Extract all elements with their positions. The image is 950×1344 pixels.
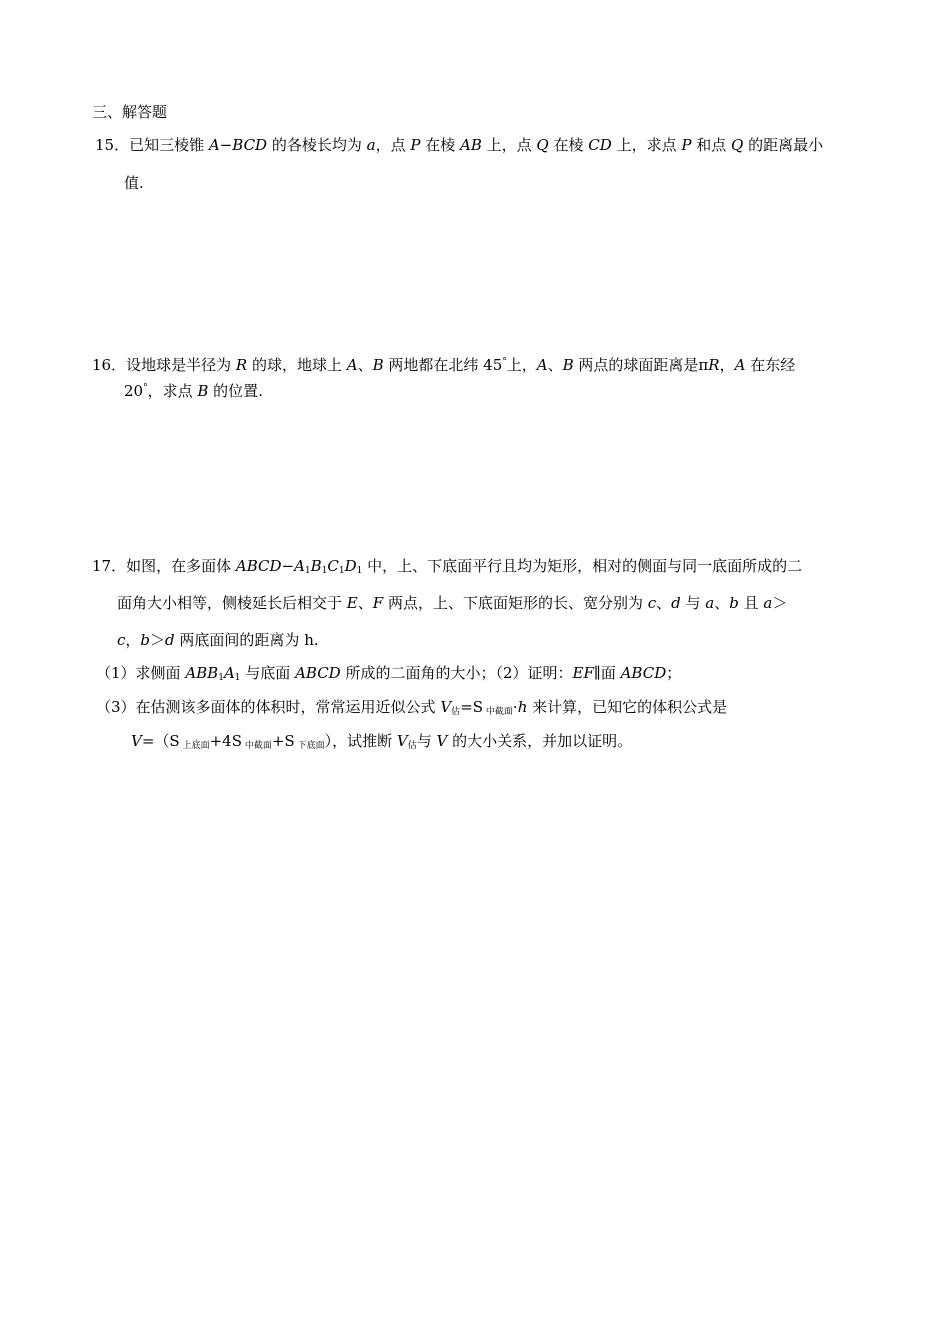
text: 中，上、下底面平行且均为矩形，相对的侧面与同一底面所成的二 [362, 557, 803, 575]
degree-sign: ° [143, 383, 148, 393]
math-var: b [729, 594, 739, 612]
text: 设地球是半径为 [126, 356, 236, 374]
text: 、 [656, 594, 672, 612]
text: 两底面间的距离为 h. [174, 631, 319, 649]
text: ， [125, 631, 141, 649]
section-title: 三、解答题 [92, 103, 168, 121]
text: 上，点 [481, 136, 537, 154]
math-var: V [440, 698, 452, 716]
text: +S [271, 732, 295, 750]
math-var: P [410, 136, 421, 154]
problem-17-subquestions-1-2 [96, 663, 681, 683]
subscript: 估 [451, 707, 461, 717]
math-var: ABB [185, 664, 219, 682]
math-var: a [763, 594, 773, 612]
text: 、 [357, 356, 373, 374]
math-var: b [140, 631, 151, 649]
text: 和点 [691, 136, 731, 154]
math-var: EF [572, 664, 594, 682]
text: 所成的二面角的大小；（2）证明： [340, 664, 573, 682]
math-var: c [117, 631, 126, 649]
text: 与 [416, 732, 437, 750]
math-var: B [562, 356, 574, 374]
problem-17-subquestion-3-line-2 [131, 731, 632, 751]
subscript: 1 [356, 566, 363, 576]
subscript: 估 [407, 741, 417, 751]
math-var: A [223, 664, 235, 682]
text: （3）在估测该多面体的体积时，常常运用近似公式 [96, 698, 441, 716]
text: ＞ [772, 594, 788, 612]
problem-15-number: 15． [95, 136, 130, 154]
subscript: 上底面 [179, 741, 210, 751]
text: 、 [547, 356, 563, 374]
text: 上，求点 [611, 136, 682, 154]
text: 且 [738, 594, 764, 612]
math-var: a [366, 136, 376, 154]
text: ＞ [150, 631, 166, 649]
math-var: P [681, 136, 692, 154]
math-var: D [344, 557, 357, 575]
math-var: A [346, 356, 358, 374]
text: 来计算，已知它的体积公式是 [527, 698, 728, 716]
subscript: 1 [234, 673, 241, 683]
math-var: ABCD [620, 664, 667, 682]
problem-15-line-1 [95, 135, 823, 155]
text: · [512, 698, 518, 716]
subscript: 1 [321, 566, 328, 576]
math-var: ABCD [295, 664, 341, 682]
math-var: V [396, 732, 408, 750]
math-var: R [235, 356, 248, 374]
text: ，求点 [147, 382, 198, 400]
text: 的大小关系，并加以证明。 [447, 732, 633, 750]
math-var: V [131, 732, 142, 750]
problem-16-line-2 [124, 381, 263, 401]
text: 上， [506, 356, 537, 374]
subscript: 1 [338, 566, 345, 576]
subscript: 中截面 [241, 741, 272, 751]
text: 在棱 [420, 136, 461, 154]
text: 如图，在多面体 [126, 557, 236, 575]
math-var: C [327, 557, 339, 575]
text: ； [666, 664, 682, 682]
problem-17-number: 17． [92, 557, 127, 575]
math-var: A [734, 356, 746, 374]
problem-17-line-3 [117, 630, 319, 650]
text: ， [719, 356, 735, 374]
problem-16-line-1 [92, 355, 795, 375]
text: 的距离最小 [743, 136, 824, 154]
math-var: a [705, 594, 715, 612]
text: 的位置. [208, 382, 263, 400]
text: 两点，上、下底面矩形的长、宽分别为 [383, 594, 648, 612]
text: 的球，地球上 [247, 356, 347, 374]
text: 的各棱长均为 [267, 136, 367, 154]
subscript: 1 [304, 566, 311, 576]
text: =S [460, 698, 484, 716]
text: ），试推断 [324, 732, 397, 750]
problem-17-line-2 [117, 593, 787, 613]
math-var: A [536, 356, 548, 374]
text: 与 [680, 594, 706, 612]
math-var: ABCD−A [235, 557, 305, 575]
math-var: Q [536, 136, 549, 154]
math-var: h [517, 698, 528, 716]
text: 已知三棱锥 [129, 136, 209, 154]
math-var: Q [730, 136, 744, 154]
math-var: V [436, 732, 448, 750]
math-var: B [310, 557, 322, 575]
subscript: 中截面 [483, 707, 513, 717]
text: 两地都在北纬 45 [383, 356, 503, 374]
math-var: B [197, 382, 209, 400]
text: 20 [124, 382, 144, 400]
text: 在东经 [745, 356, 796, 374]
text: 面角大小相等，侧棱延长后相交于 [117, 594, 347, 612]
text: （1）求侧面 [96, 664, 186, 682]
problem-16-number: 16． [92, 356, 127, 374]
text: +4S [209, 732, 242, 750]
problem-17-line-1 [92, 556, 802, 576]
math-var: CD [588, 136, 612, 154]
text: 、 [714, 594, 730, 612]
math-var: d [165, 631, 175, 649]
math-var: A−BCD [208, 136, 268, 154]
problem-15-line-2: 值. [124, 174, 144, 192]
degree-sign: ° [502, 357, 507, 367]
text: 两点的球面距离是π [573, 356, 709, 374]
problem-17-subquestion-3-line-1 [96, 697, 727, 717]
math-var: F [372, 594, 384, 612]
math-var: R [708, 356, 720, 374]
math-var: B [372, 356, 384, 374]
text: ，点 [375, 136, 411, 154]
math-var: E [346, 594, 358, 612]
text: 、 [357, 594, 373, 612]
text: 与底面 [240, 664, 296, 682]
math-var: d [671, 594, 681, 612]
math-var: c [647, 594, 657, 612]
text: 在棱 [548, 136, 589, 154]
subscript: 下底面 [294, 741, 325, 751]
text: =（S [141, 732, 180, 750]
math-var: AB [460, 136, 482, 154]
text: ∥面 [593, 664, 621, 682]
subscript: 1 [218, 673, 224, 683]
